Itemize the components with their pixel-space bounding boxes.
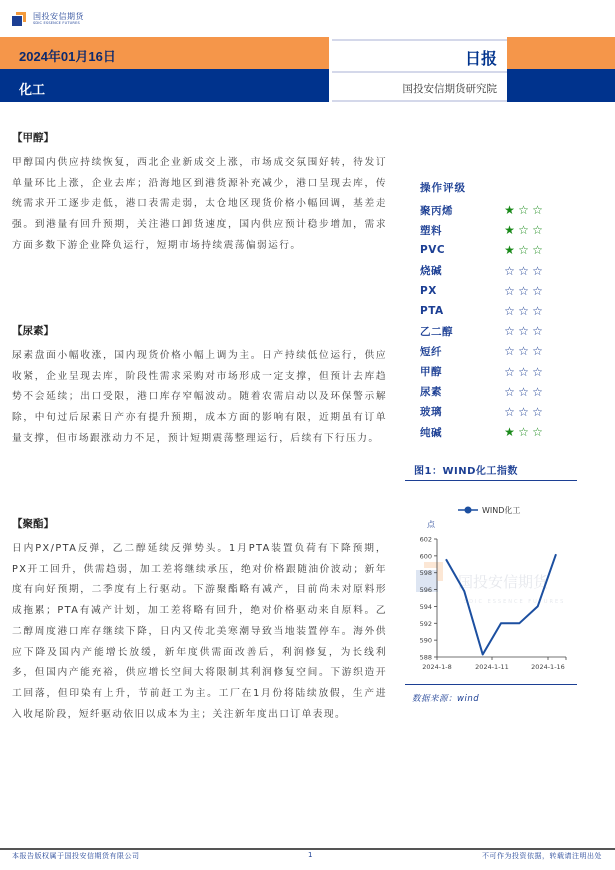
star-outline-icon: ☆ [532, 283, 543, 298]
rating-product-name: PTA [420, 305, 444, 318]
figure-title: 图1：WIND化工指数 [414, 466, 518, 477]
y-tick-label: 594 [419, 602, 432, 611]
logo-text-en: SDIC ESSENCE FUTURES [33, 21, 80, 25]
rating-row [420, 362, 560, 382]
rating-table-title: 操作评级 [420, 182, 466, 194]
star-rating [503, 386, 544, 398]
section-body: 甲醇国内供应持续恢复，西北企业新成交上涨，市场成交氛围好转，待发订单量环比上涨，企业去库；沿海地区到港货源补充减少，港口呈现去库，传统需求开工逐步走低，港口表需走弱，太仓地区现货价格小幅回调，基差走强。到港量有回升预期，关注港口卸货速度，国内供应预计稳步增加，需求方面多数下游企业降负运行，短期市场持续震荡偏弱运行。 [12, 157, 387, 251]
svg-text:SDIC ESSENCE FUTURES: SDIC ESSENCE FUTURES [464, 599, 566, 605]
star-outline-icon: ☆ [532, 384, 543, 399]
star-rating [503, 305, 544, 317]
star-outline-icon: ☆ [518, 324, 529, 339]
star-outline-icon: ☆ [518, 344, 529, 359]
star-outline-icon: ☆ [518, 364, 529, 379]
x-tick-label: 2024-1-8 [422, 663, 452, 671]
logo-text-cn: 国投安信期货 [33, 12, 84, 21]
star-rating [503, 244, 544, 256]
section-urea [12, 323, 387, 450]
y-tick-label: 598 [419, 569, 432, 578]
star-outline-icon: ☆ [504, 364, 515, 379]
svg-text:国投安信期货: 国投安信期货 [458, 573, 549, 591]
y-tick-label: 600 [419, 552, 432, 561]
star-outline-icon: ☆ [518, 223, 529, 238]
star-rating [503, 265, 544, 277]
star-filled-icon: ★ [504, 243, 515, 258]
star-outline-icon: ☆ [532, 223, 543, 238]
star-filled-icon: ★ [504, 425, 515, 440]
star-outline-icon: ☆ [518, 304, 529, 319]
star-rating [503, 345, 544, 357]
rating-row [420, 422, 560, 442]
rating-product-name: 烧碱 [420, 265, 442, 278]
star-rating [503, 406, 544, 418]
rating-product-name: 甲醇 [420, 366, 442, 379]
star-filled-icon: ★ [504, 223, 515, 238]
star-filled-icon: ★ [504, 203, 515, 218]
rating-table [420, 180, 560, 442]
star-rating [503, 285, 544, 297]
rating-product-name: 玻璃 [420, 406, 442, 419]
section-title: 【甲醇】 [12, 132, 54, 144]
rating-product-name: 纯碱 [420, 426, 442, 439]
rating-product-name: 短纤 [420, 345, 442, 358]
star-outline-icon: ☆ [518, 263, 529, 278]
section-title: 【聚酯】 [12, 518, 54, 530]
star-outline-icon: ☆ [504, 283, 515, 298]
rating-row [420, 220, 560, 240]
star-outline-icon: ☆ [532, 404, 543, 419]
watermark-logo [416, 565, 565, 605]
star-outline-icon: ☆ [518, 404, 529, 419]
rating-product-name: PVC [420, 244, 446, 257]
star-rating [503, 426, 544, 438]
institute-name: 国投安信期货研究院 [402, 83, 497, 95]
rating-row [420, 281, 560, 301]
rating-product-name: 塑料 [420, 224, 442, 237]
star-outline-icon: ☆ [518, 425, 529, 440]
divider [332, 100, 507, 102]
data-source: 数据来源：wind [412, 694, 480, 704]
rating-row [420, 402, 560, 422]
rating-product-name: 聚丙烯 [420, 204, 453, 217]
footer-copyright: 本报告版权属于国投安信期货有限公司 [12, 852, 140, 860]
star-outline-icon: ☆ [504, 263, 515, 278]
star-outline-icon: ☆ [518, 283, 529, 298]
divider [405, 684, 577, 685]
report-date: 2024年01月16日 [19, 49, 116, 64]
rating-row [420, 240, 560, 260]
legend-label: WIND化工 [482, 506, 521, 515]
x-tick-label: 2024-1-11 [475, 663, 509, 671]
star-rating [503, 204, 544, 216]
y-tick-label: 592 [419, 619, 432, 628]
star-outline-icon: ☆ [532, 324, 543, 339]
rating-row [420, 321, 560, 341]
star-outline-icon: ☆ [518, 243, 529, 258]
header-band-navy [0, 69, 615, 102]
rating-row [420, 200, 560, 220]
rating-row [420, 261, 560, 281]
y-tick-label: 588 [419, 653, 432, 662]
rating-row [420, 341, 560, 361]
star-outline-icon: ☆ [532, 203, 543, 218]
rating-row [420, 301, 560, 321]
rating-product-name: 尿素 [420, 386, 442, 399]
star-outline-icon: ☆ [532, 243, 543, 258]
legend-marker-icon [465, 507, 472, 514]
star-outline-icon: ☆ [504, 384, 515, 399]
star-outline-icon: ☆ [532, 344, 543, 359]
divider [332, 39, 507, 41]
y-axis-label: 点 [427, 520, 435, 529]
divider [332, 71, 507, 73]
star-outline-icon: ☆ [532, 425, 543, 440]
star-outline-icon: ☆ [532, 304, 543, 319]
section-body: 日内PX/PTA反弹，乙二醇延续反弹势头。1月PTA装置负荷有下降预期，PX开工回升，供需趋弱，加工差将继续承压，绝对价格跟随油价波动；新年度有向好预期，二季度有上行驱动。下游聚酯略有减产，目前尚未对原料形成拖累；PTA有减产计划，加工差将略有回升，绝对价格驱动来自原料。乙二醇周度港口库存继续下降，日内又传北美寒潮导致当地装置停车。海外供应下降及国内产能增长放缓，新年度供需面改善后，利润修复，为长线利多，但国内产能充裕，供应增长空间大将限制其利润修复空间。下游织造开工回落，但印染有上升，节前赶工为主。工厂在1月份将陆续放假，生产进入收尾阶段，短纤驱动依旧以成本为主；关注新年度出口订单表现。 [12, 543, 387, 720]
footer-divider [0, 848, 615, 850]
report-title-box [329, 37, 507, 102]
rating-product-name: PX [420, 284, 437, 297]
y-tick-label: 596 [419, 586, 432, 595]
line-chart [400, 495, 580, 683]
rating-row [420, 382, 560, 402]
star-rating [503, 224, 544, 236]
y-tick-label: 602 [419, 535, 432, 544]
star-outline-icon: ☆ [504, 324, 515, 339]
section-title: 【尿素】 [12, 325, 54, 337]
star-outline-icon: ☆ [518, 384, 529, 399]
report-sector: 化工 [19, 82, 46, 97]
section-polyester [12, 516, 387, 725]
rating-product-name: 乙二醇 [420, 325, 453, 338]
star-outline-icon: ☆ [504, 304, 515, 319]
star-rating [503, 325, 544, 337]
company-logo [12, 10, 102, 30]
star-outline-icon: ☆ [504, 404, 515, 419]
star-outline-icon: ☆ [532, 263, 543, 278]
footer-disclaimer: 不可作为投资依据，转载请注明出处 [482, 852, 602, 860]
star-outline-icon: ☆ [518, 203, 529, 218]
star-outline-icon: ☆ [504, 344, 515, 359]
report-type: 日报 [464, 51, 497, 68]
page-number: 1 [308, 851, 313, 859]
star-rating [503, 366, 544, 378]
x-tick-label: 2024-1-16 [531, 663, 565, 671]
star-outline-icon: ☆ [532, 364, 543, 379]
section-methanol [12, 130, 387, 257]
y-tick-label: 590 [419, 636, 432, 645]
section-body: 尿素盘面小幅收涨，国内现货价格小幅上调为主。日产持续低位运行，供应收紧，企业呈现去库，阶段性需求采购对市场形成一定支撑，但预计去库趋势不会延续；出口受限，港口库存窄幅波动。随着农需启动以及环保警示解除，中旬过后尿素日产亦有提升预期，成本方面的影响有限，近期虽有订单量支撑，但市场跟涨动力不足，预计短期震荡整理运行，后续有下行压力。 [12, 350, 387, 444]
logo-mark-icon [12, 12, 26, 26]
divider [405, 480, 577, 481]
